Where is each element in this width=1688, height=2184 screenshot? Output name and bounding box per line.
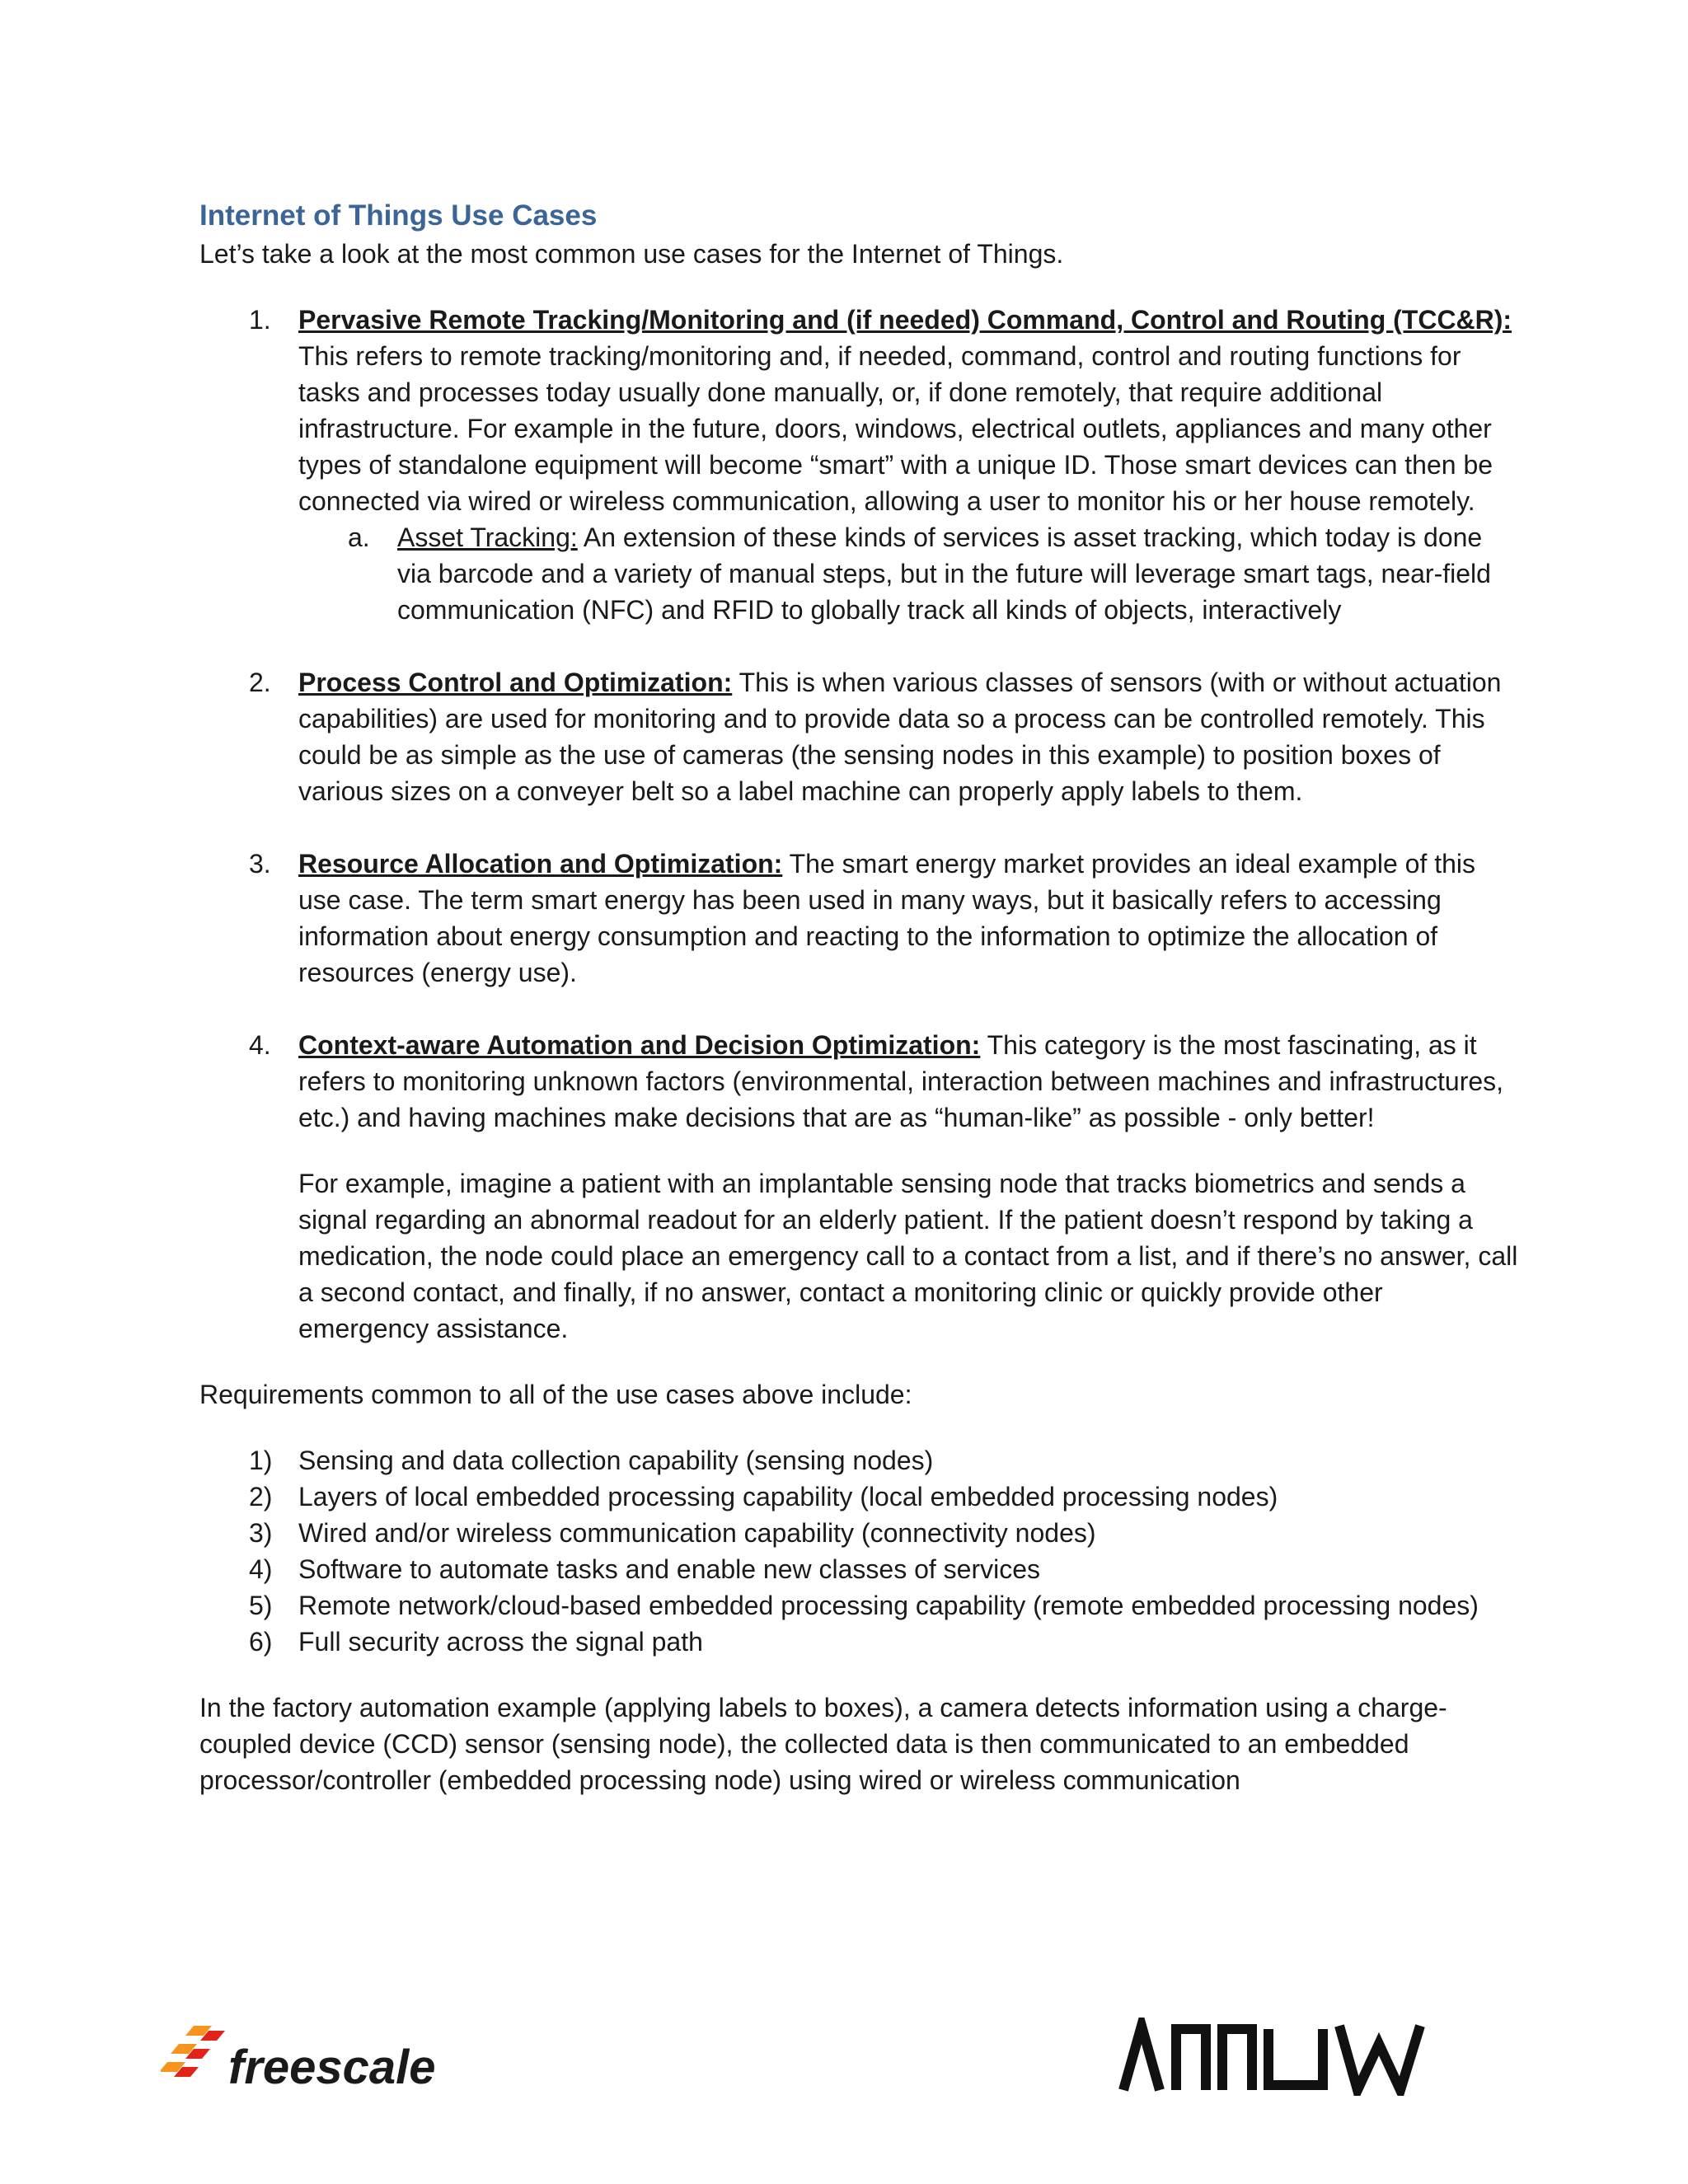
sub-item-title: Asset Tracking: bbox=[397, 523, 578, 552]
use-case-title: Context-aware Automation and Decision Optimization: bbox=[298, 1030, 981, 1060]
use-case-number: 2. bbox=[249, 668, 271, 697]
use-case-title: Pervasive Remote Tracking/Monitoring and (if needed) Command, Control and Routing (TCC&R): bbox=[298, 305, 1512, 335]
footer bbox=[0, 2011, 1688, 2110]
use-case-title: Process Control and Optimization: bbox=[298, 668, 733, 697]
requirement-number: 6) bbox=[249, 1627, 273, 1657]
requirement-text: Sensing and data collection capability (sensing nodes) bbox=[298, 1446, 934, 1475]
arrow-logo bbox=[1117, 2018, 1430, 2096]
page-title: Internet of Things Use Cases bbox=[199, 199, 598, 232]
use-case-title: Resource Allocation and Optimization: bbox=[298, 849, 783, 879]
requirement-text: Layers of local embedded processing capability (local embedded processing nodes) bbox=[298, 1482, 1278, 1511]
use-case-body: This is when various classes of sensors (with or without actuation capabilities) are used for monitoring and to provide data so a process can be controlled remotely. This could be as simple as the use of cameras (the sensing nodes in this example) to position boxes of various sizes on a conveyer belt so a label machine can properly apply labels to them. bbox=[298, 668, 1502, 806]
sub-item-letter: a. bbox=[348, 523, 370, 552]
requirement-number: 1) bbox=[249, 1446, 273, 1475]
freescale-mark-icon bbox=[161, 2026, 225, 2077]
use-case-number: 4. bbox=[249, 1030, 271, 1060]
use-case-body: This refers to remote tracking/monitoring and, if needed, command, control and routing functions for tasks and processes today usually done manually, or, if done remotely, that require additional infrastructure. For example in the future, doors, windows, electrical outlets, appliances and many other types of standalone equipment will become “smart” with a unique ID. Those smart devices can then be connected via wired or wireless communication, allowing a user to monitor his or her house remotely. bbox=[298, 341, 1493, 516]
use-case-body: This category is the most fascinating, as it refers to monitoring unknown factors (environmental, interaction between machines and infrastructures, etc.) and having machines make decisions that are as “human-like” as possible - only better! bbox=[298, 1030, 1504, 1132]
requirement-text: Full security across the signal path bbox=[298, 1627, 703, 1657]
intro-paragraph: Let’s take a look at the most common use cases for the Internet of Things. bbox=[199, 239, 1064, 269]
requirement-number: 2) bbox=[249, 1482, 273, 1511]
requirement-item bbox=[199, 1479, 1518, 1515]
use-case-body: The smart energy market provides an ideal example of this use case. The term smart energy has been used in many ways, but it basically refers to accessing information about energy consumption and reacting to the information to optimize the allocation of resources (energy use). bbox=[298, 849, 1476, 987]
requirement-text: Software to automate tasks and enable new classes of services bbox=[298, 1554, 1041, 1584]
use-case-item bbox=[199, 1027, 1518, 1347]
requirement-item bbox=[199, 1515, 1518, 1551]
use-case-number: 1. bbox=[249, 305, 271, 335]
requirement-number: 3) bbox=[249, 1518, 273, 1548]
use-case-item bbox=[199, 302, 1518, 628]
document-page bbox=[199, 196, 1518, 1798]
requirement-text: Remote network/cloud-based embedded processing capability (remote embedded processing nodes) bbox=[298, 1591, 1479, 1620]
sub-item-body: An extension of these kinds of services is asset tracking, which today is done via barcode and a variety of manual steps, but in the future will leverage smart tags, near-field communication (NFC) and RFID to globally track all kinds of objects, interactively bbox=[397, 523, 1491, 625]
use-case-number: 3. bbox=[249, 849, 271, 879]
requirement-number: 4) bbox=[249, 1554, 273, 1584]
requirement-text: Wired and/or wireless communication capability (connectivity nodes) bbox=[298, 1518, 1096, 1548]
requirement-item bbox=[199, 1442, 1518, 1479]
freescale-logo bbox=[161, 2011, 474, 2102]
closing-paragraph: In the factory automation example (applying labels to boxes), a camera detects information using a charge-coupled device (CCD) sensor (sensing node), the collected data is then communicated to an embedded processor/controller (embedded processing node) using wired or wireless communication bbox=[199, 1693, 1447, 1795]
sub-item bbox=[298, 519, 1518, 628]
requirement-item bbox=[199, 1624, 1518, 1660]
requirement-number: 5) bbox=[249, 1591, 273, 1620]
requirement-item bbox=[199, 1587, 1518, 1624]
use-case-extra-paragraph: For example, imagine a patient with an implantable sensing node that tracks biometrics and sends a signal regarding an abnormal readout for an elderly patient. If the patient doesn’t respond by taking a medication, the node could place an emergency call to a contact from a list, and if there’s no answer, call a second contact, and finally, if no answer, contact a monitoring clinic or quickly provide other emergency assistance. bbox=[298, 1169, 1518, 1343]
requirement-item bbox=[199, 1551, 1518, 1587]
use-case-item bbox=[199, 664, 1518, 809]
freescale-wordmark: freescale bbox=[228, 2041, 436, 2094]
use-case-item bbox=[199, 846, 1518, 991]
requirements-intro: Requirements common to all of the use cases above include: bbox=[199, 1380, 912, 1409]
